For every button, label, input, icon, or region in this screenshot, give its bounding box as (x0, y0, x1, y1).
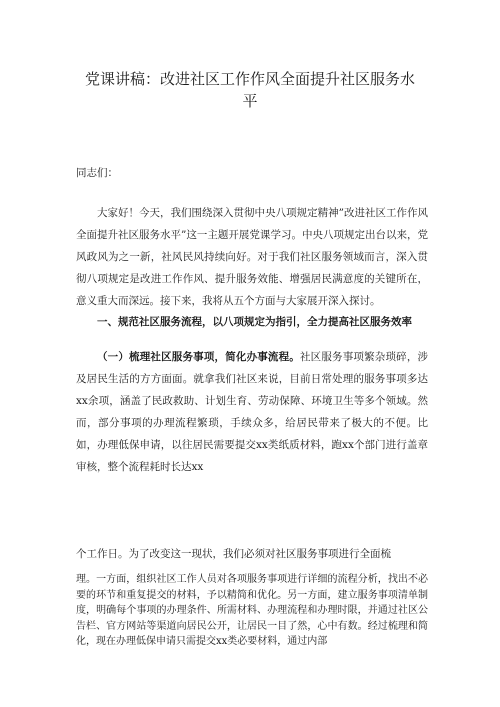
body-paragraph-1-text: 社区服务事项繁杂琐碎，涉及居民生活的方方面面。就拿我们社区来说，目前日常处理的服务事项多达xx余项，涵盖了民政救助、计划生育、劳动保障、环境卫生等多个领域。然而，部分事项的办理流程繁琐，手续众多，给居民带来了极大的不便。比如，办理低保申请，以往居民需要提交xx类纸质材料，跑xx个部门进行盖章审核，整个流程耗时长达xx (76, 351, 429, 473)
document-title: 党课讲稿：改进社区工作作风全面提升社区服务水平 (84, 70, 415, 110)
body-paragraph-1 (76, 346, 428, 478)
greeting: 同志们： (76, 167, 118, 179)
intro-paragraph: 大家好！今天，我们围绕深入贯彻中央八项规定精神”改进社区工作作风全面提升社区服务水平”这一主题开展党课学习。中央八项规定出台以来，党风政风为之一新，社风民风持续向好。对于我们社区服务领域而言，深入贯彻八项规定是改进工作作风、提升服务效能、增强居民满意度的关键所在，意义重大而深远。接下来，我将从五个方面与大家展开深入探讨。 (76, 207, 428, 307)
body-paragraph-3: 理。一方面，组织社区工作人员对各项服务事项进行详细的流程分析，找出不必要的环节和重复提交的材料，予以精简和优化。另一方面，建立服务事项清单制度，明确每个事项的办理条件、所需材料、办理流程和办理时限，并通过社区公告栏、官方网站等渠道向居民公开，让居民一目了然，心中有数。经过梳理和简化，现在办理低保申请只需提交xx类必要材料，通过内部 (76, 574, 428, 647)
body-paragraph-2: 个工作日。为了改变这一现状，我们必须对社区服务事项进行全面梳 (76, 548, 391, 560)
subsection-lead: （一）梳理社区服务事项，简化办事流程。 (97, 351, 300, 363)
section-heading: 一、规范社区服务流程，以八项规定为指引，全力提高社区服务效率 (97, 316, 412, 328)
